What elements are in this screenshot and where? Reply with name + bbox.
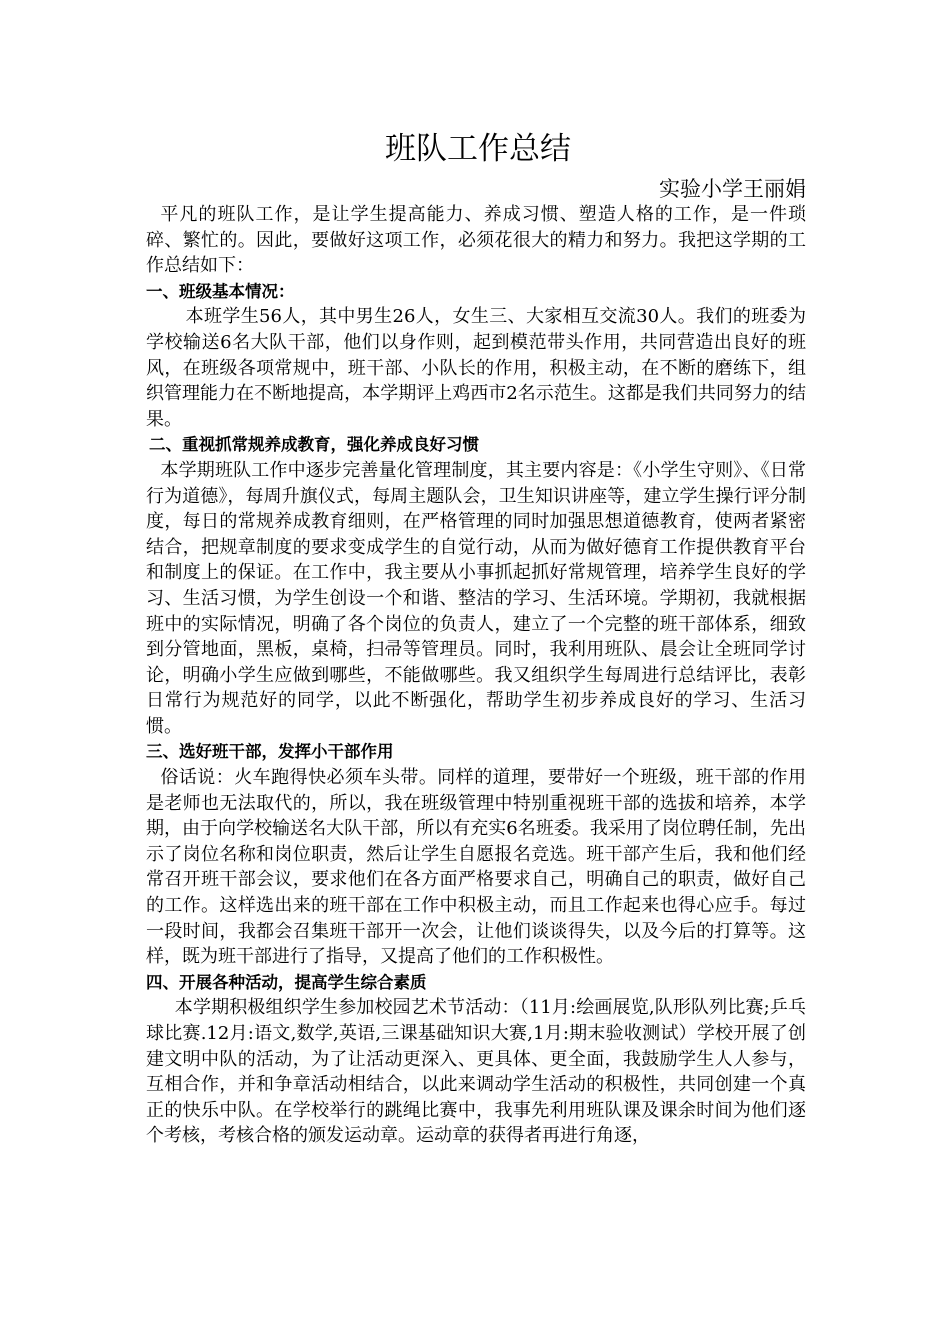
section-body-3: 俗话说：火车跑得快必须车头带。同样的道理，要带好一个班级，班干部的作用是老师也无法取代的，所以，我在班级管理中特别重视班干部的选拔和培养，本学期，由于向学校输送名大队干部，所以有充实6名班委。我采用了岗位聘任制，先出示了岗位名称和岗位职责，然后让学生自愿报名竞选。班干部产生后，我和他们经常召开班干部会议，要求他们在各方面严格要求自己，明确自己的职责，做好自己的工作。这样选出来的班干部在工作中积极主动，而且工作起来也得心应手。每过一段时间，我都会召集班干部开一次会，让他们谈谈得失，以及今后的打算等。这样，既为班干部进行了指导，又提高了他们的工作积极性。 <box>146 767 806 968</box>
document-title: 班队工作总结 <box>385 131 571 167</box>
section-heading-1: 一、班级基本情况： <box>146 281 295 301</box>
section-body-1: 本班学生56人，其中男生26人，女生三、大家相互交流30人。我们的班委为学校输送6名大队干部，他们以身作则，起到模范带头作用，共同营造出良好的班风，在班级各项常规中，班干部、小队长的作用，积极主动，在不断的磨练下，组织管理能力在不断地提高，本学期评上鸡西市2名示范生。这都是我们共同努力的结果。 <box>146 306 806 430</box>
intro-paragraph: 平凡的班队工作，是让学生提高能力、养成习惯、塑造人格的工作，是一件琐碎、繁忙的。因此，要做好这项工作，必须花很大的精力和努力。我把这学期的工作总结如下： <box>146 204 806 277</box>
section-heading-3: 三、选好班干部，发挥小干部作用 <box>146 742 394 762</box>
document-page <box>146 126 806 1149</box>
document-author: 实验小学王丽娟 <box>659 177 806 201</box>
section-body-2: 本学期班队工作中逐步完善量化管理制度，其主要内容是：《小学生守则》、《日常行为道德》，每周升旗仪式，每周主题队会，卫生知识讲座等，建立学生操行评分制度，每日的常规养成教育细则，在严格管理的同时加强思想道德教育，使两者紧密结合，把规章制度的要求变成学生的自觉行动，从而为做好德育工作提供教育平台和制度上的保证。在工作中，我主要从小事抓起抓好常规管理，培养学生良好的学习、生活习惯，为学生创设一个和谐、整洁的学习、生活环境。学期初，我就根据班中的实际情况，明确了各个岗位的负责人，建立了一个完整的班干部体系，细致到分管地面，黑板，桌椅，扫帚等管理员。同时，我利用班队、晨会让全班同学讨论，明确小学生应做到哪些，不能做哪些。我又组织学生每周进行总结评比，表彰日常行为规范好的同学，以此不断强化，帮助学生初步养成良好的学习、生活习惯。 <box>146 459 806 737</box>
section-body-4: 本学期积极组织学生参加校园艺术节活动：（11月:绘画展览,队形队列比赛;乒乓球比赛.12月:语文,数学,英语,三课基础知识大赛,1月:期末验收测试）学校开展了创建文明中队的活动，为了让活动更深入、更具体、更全面，我鼓励学生人人参与，互相合作，并和争章活动相结合，以此来调动学生活动的积极性，共同创建一个真正的快乐中队。在学校举行的跳绳比赛中，我事先利用班队课及课余时间为他们逐个考核，考核合格的颁发运动章。运动章的获得者再进行角逐， <box>146 997 806 1147</box>
section-heading-4: 四、开展各种活动，提高学生综合素质 <box>146 972 427 992</box>
section-heading-2: 二、重视抓常规养成教育，强化养成良好习惯 <box>149 435 479 455</box>
